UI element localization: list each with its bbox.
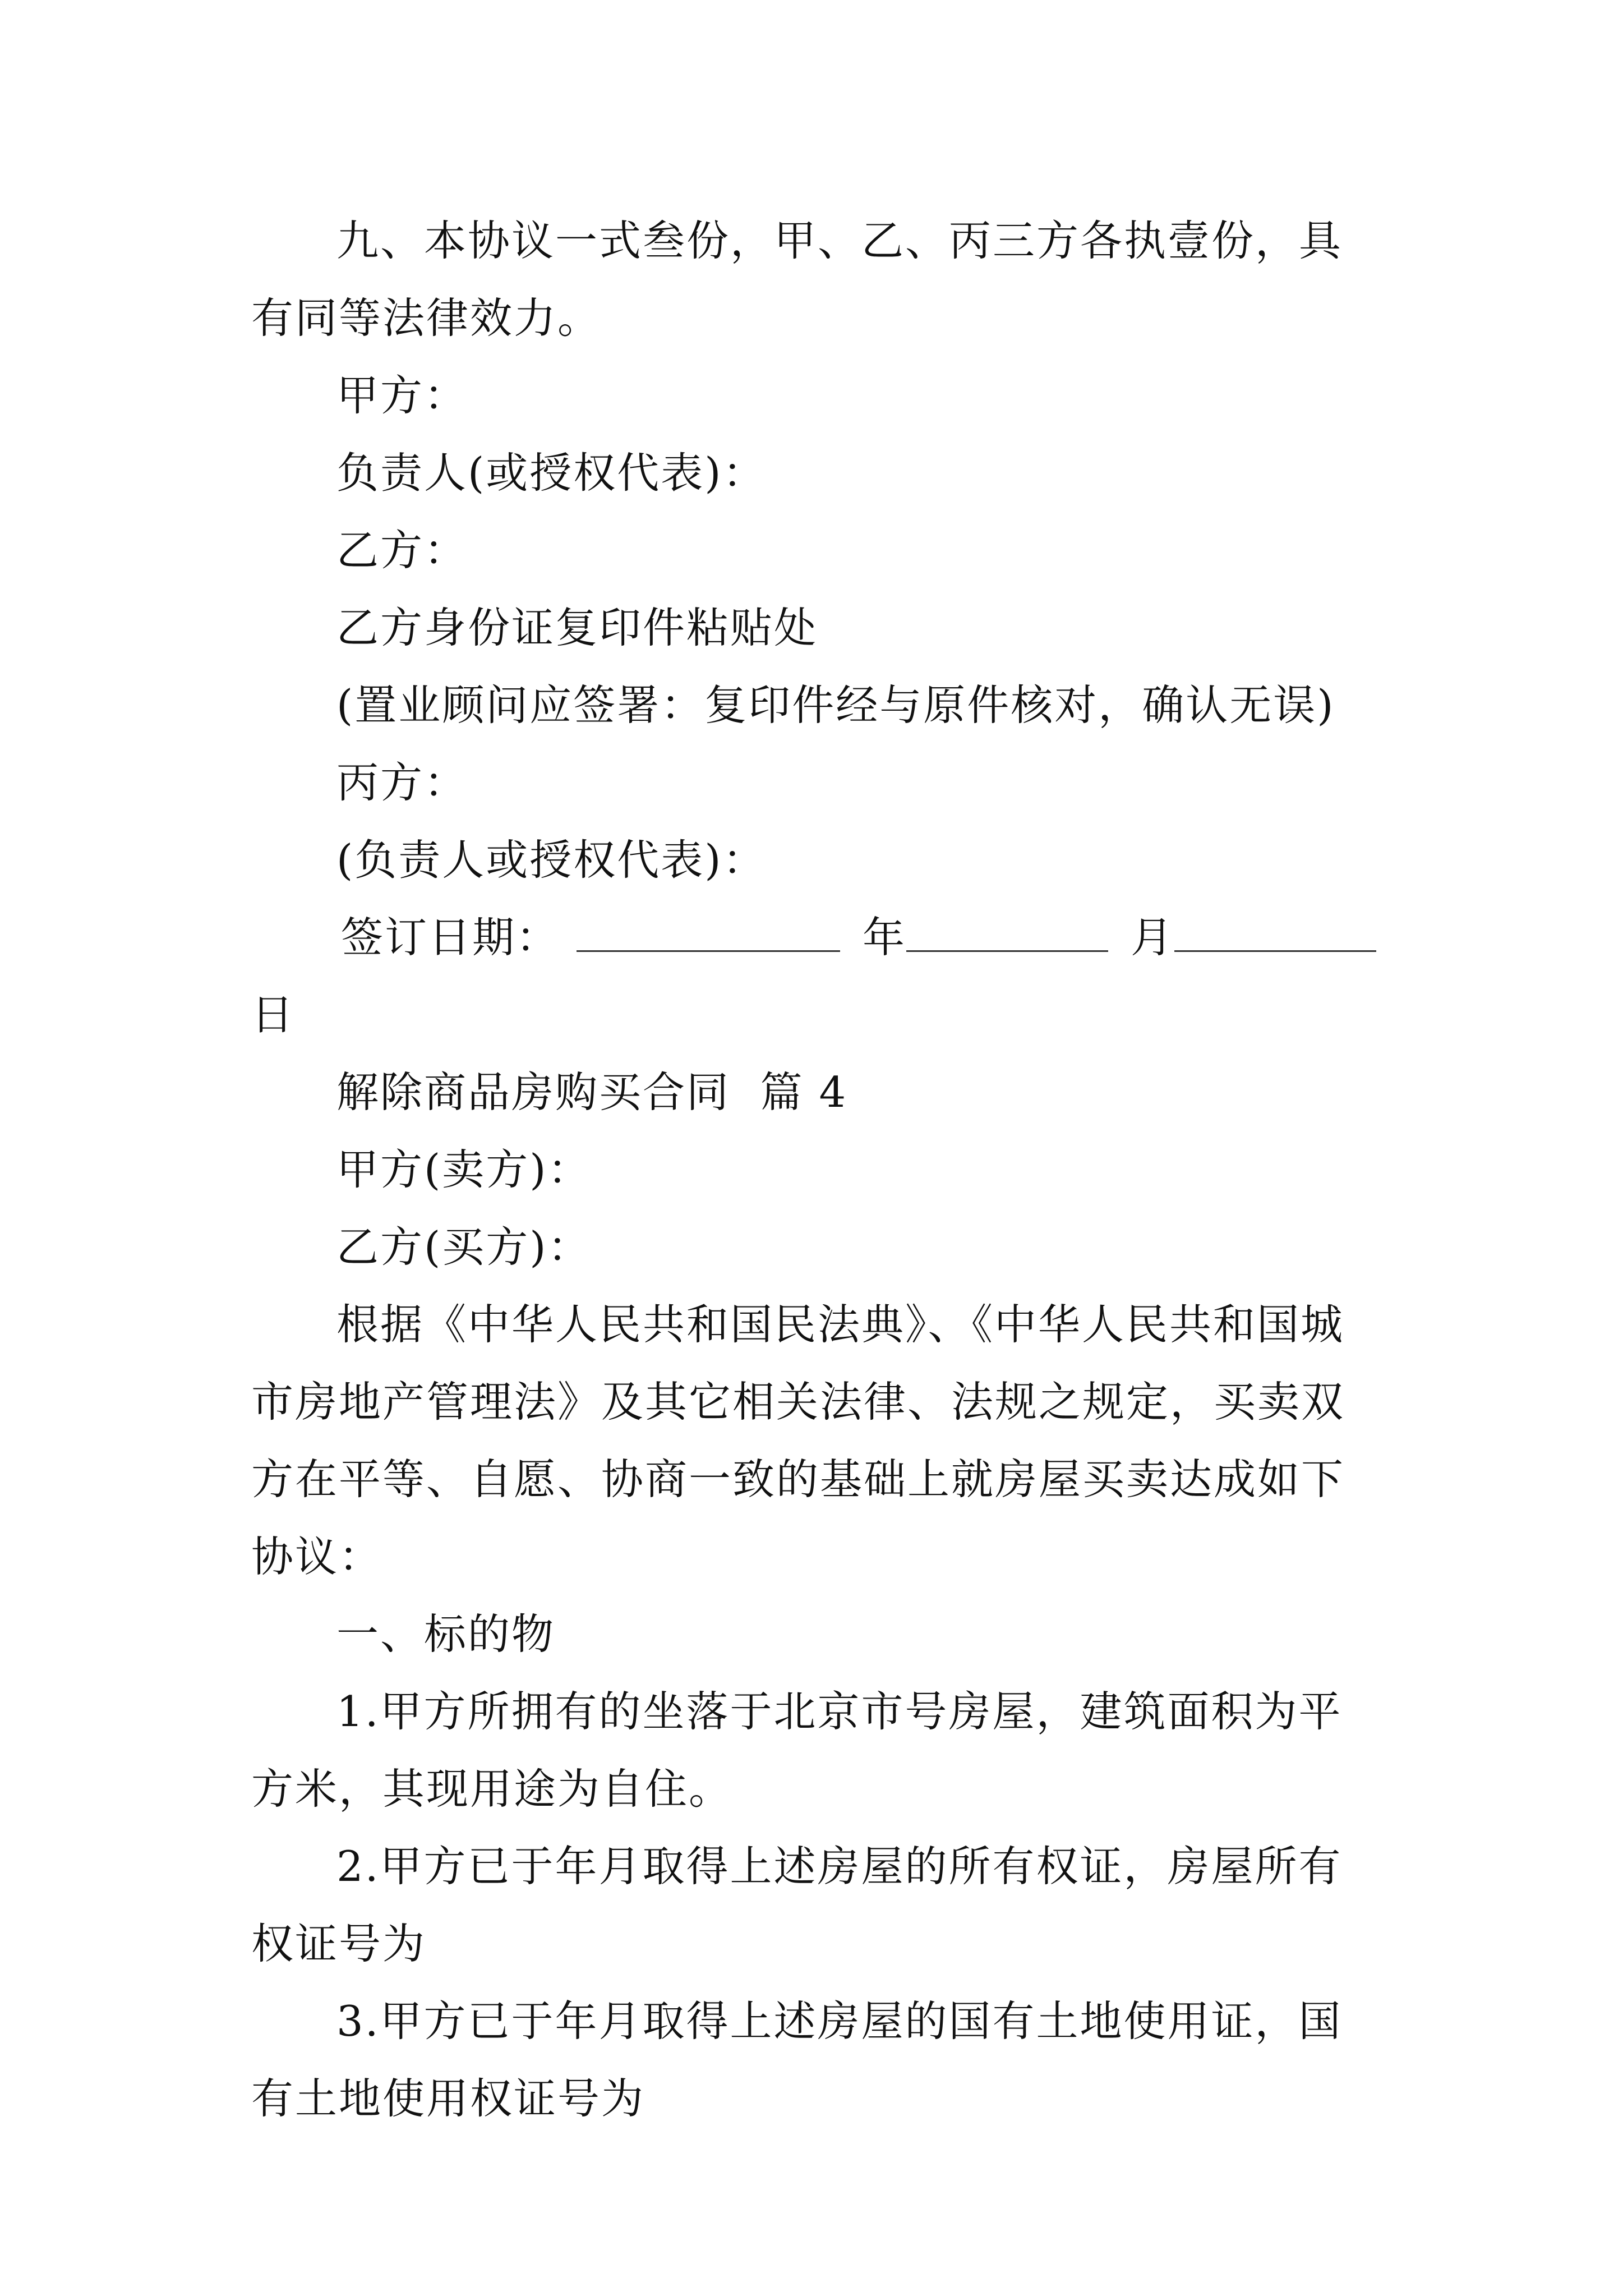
clause-nine: 九、本协议一式叁份，甲、乙、丙三方各执壹份，具有同等法律效力。: [251, 216, 1343, 343]
section-title: 解除商品房购买合同 篇 4: [336, 1068, 848, 1117]
item-1: 1.甲方所拥有的坐落于北京市号房屋，建筑面积为平方米，其现用途为自住。: [251, 1687, 1343, 1814]
document-body: [251, 202, 1380, 2137]
item-2: 2.甲方已于年月取得上述房屋的所有权证，房屋所有权证号为: [251, 1842, 1343, 1968]
buyer-label: 乙方(买方)：: [336, 1222, 592, 1272]
intro-paragraph: 根据《中华人民共和国民法典》、《中华人民共和国城市房地产管理法》及其它相关法律、法规之规定，买卖双方在平等、自愿、协商一致的基础上就房屋买卖达成如下协议：: [251, 1300, 1345, 1581]
principal-label: 负责人(或授权代表)：: [336, 448, 767, 498]
party-b-label: 乙方：: [336, 526, 468, 575]
item-3: 3.甲方已于年月取得上述房屋的国有土地使用证，国有土地使用权证号为: [251, 1996, 1343, 2123]
sign-date-label: 签订日期：: [341, 913, 560, 962]
party-c-label: 丙方：: [336, 758, 468, 807]
party-a-label: 甲方：: [336, 371, 468, 420]
id-copy-note: 乙方身份证复印件粘贴处: [336, 603, 818, 652]
subject-heading: 一、标的物: [336, 1609, 556, 1659]
sign-date-line: [251, 899, 1380, 976]
sign-month-blank: [906, 917, 1108, 952]
consultant-note: (置业顾问应签署：复印件经与原件核对，确认无误): [336, 680, 1335, 730]
party-c-rep-label: (负责人或授权代表)：: [336, 835, 767, 885]
sign-month-label: 月: [1131, 913, 1175, 962]
sign-day-blank: [1174, 917, 1376, 952]
sign-day-label: 日: [251, 990, 296, 1039]
sign-year-label: 年: [863, 913, 907, 962]
sign-year-blank: [577, 917, 840, 952]
seller-label: 甲方(卖方)：: [336, 1145, 592, 1194]
